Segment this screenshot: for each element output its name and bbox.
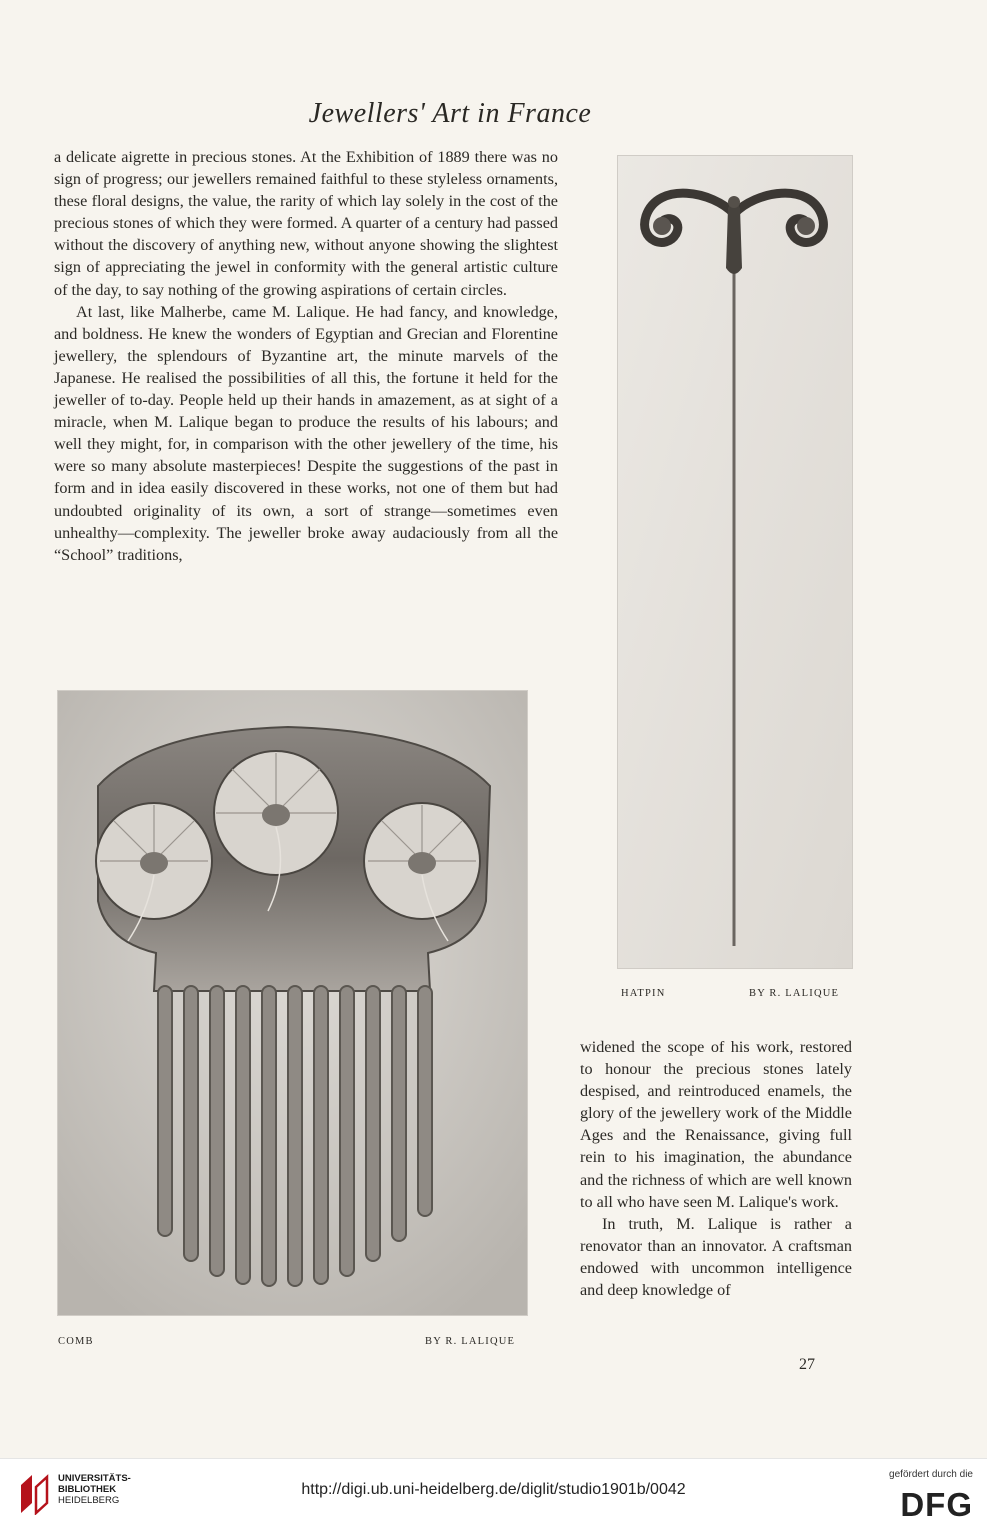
library-line: UNIVERSITÄTS- [58, 1473, 131, 1484]
comb-caption-credit: BY R. LALIQUE [425, 1336, 516, 1347]
hatpin-illustration [617, 155, 853, 969]
paragraph: widened the scope of his work, restored to honour the precious stones lately despised, and reintroduced enamels, the glory of the jewellery work of the Middle Ages and the Renaissance, giving full rein to his imagination, the abundance and the richness of which are well known to all who have seen M. Lalique's work. [580, 1038, 852, 1211]
hatpin-caption-credit: BY R. LALIQUE [749, 988, 840, 999]
digitization-footer [0, 1458, 987, 1532]
comb-illustration [57, 690, 528, 1316]
page-number: 27 [799, 1356, 815, 1373]
paragraph: In truth, M. Lalique is rather a renovator than an innovator. A craftsman endowed with uncommon intelligence and deep knowledge of [580, 1214, 852, 1300]
funder-label: gefördert durch die [889, 1469, 973, 1480]
comb-caption-title: COMB [58, 1336, 94, 1347]
running-head: Jewellers' Art in France [308, 98, 592, 129]
library-line: HEIDELBERG [58, 1495, 120, 1506]
library-line: BIBLIOTHEK [58, 1484, 117, 1495]
paragraph: At last, like Malherbe, came M. Lalique. He had fancy, and knowledge, and boldness. He knew the wonders of Egyptian and Grecian and Florentine jewellery, the splendours of Byzantine art, the minute marvels of the Japanese. He realised the possibilities of all this, the fortune it held for the jeweller of to-day. People held up their hands in amazement, as at sight of a miracle, when M. Lalique began to produce the results of his labours; and well they might, for, in comparison with the other jewellery of the time, his were so many absolute masterpieces! Despite the suggestions of the past in form and in idea easily discovered in these works, not one of them but had undoubted originality of its own, a sort of strange—sometimes even unhealthy—complexity. The jeweller broke away audaciously from all the “School” traditions, [54, 302, 558, 564]
dfg-logo: DFG [900, 1486, 973, 1523]
hatpin-caption-title: HATPIN [621, 988, 666, 999]
side-text-column [580, 1036, 852, 1301]
main-text-column [54, 146, 558, 566]
paragraph: a delicate aigrette in precious stones. At the Exhibition of 1889 there was no sign of progress; our jewellers remained faithful to these styleless ornaments, these floral designs, the value, the rarity of which lay solely in the cost of the precious stones of which they were formed. A quarter of a century had passed without the discovery of anything new, without anyone showing the slightest sign of appreciating the jewel in conformity with the general artistic culture of the day, to say nothing of the growing aspirations of certain circles. [54, 148, 558, 299]
permalink[interactable]: http://digi.ub.uni-heidelberg.de/diglit/studio1901b/0042 [301, 1481, 686, 1498]
